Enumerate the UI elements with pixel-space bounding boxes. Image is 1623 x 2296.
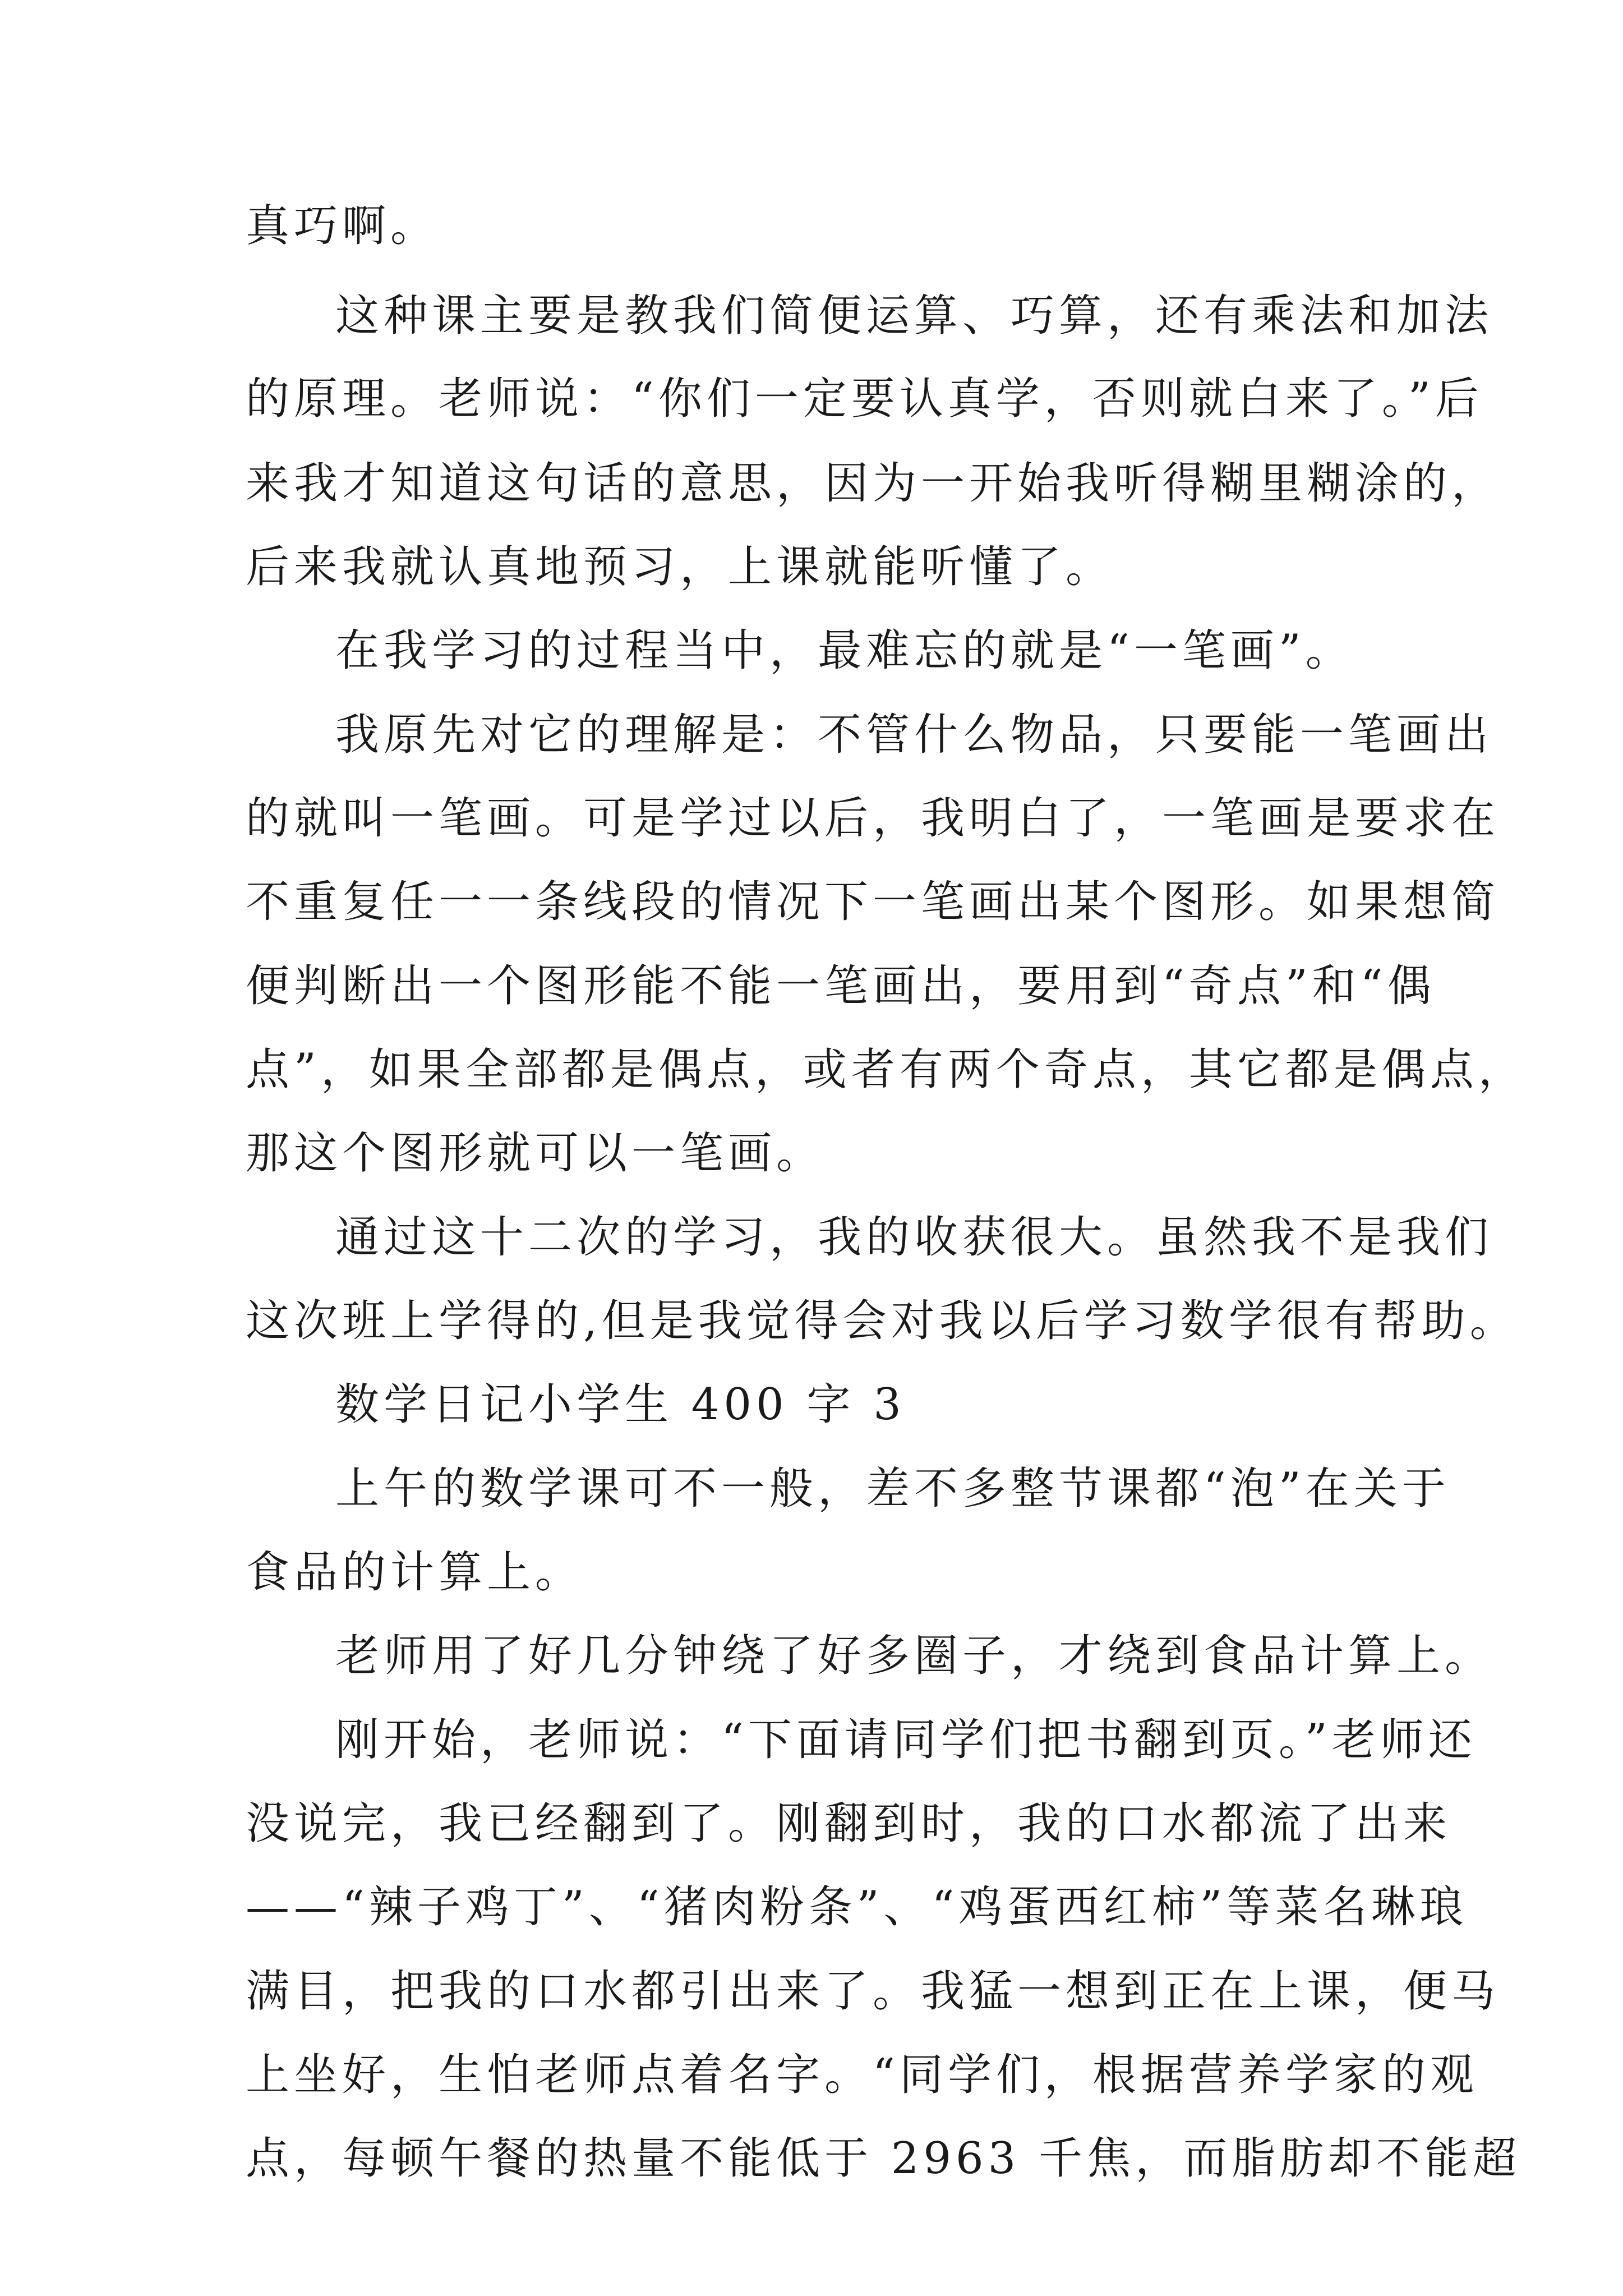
text-line: 后来我就认真地预习，上课就能听懂了。: [246, 542, 1114, 592]
text-line: 在我学习的过程当中，最难忘的就是“一笔画”。: [335, 625, 1354, 676]
text-line: 来我才知道这句话的意思，因为一开始我听得糊里糊涂的，: [246, 458, 1500, 509]
text-line: 没说完，我已经翻到了。刚翻到时，我的口水都流了出来: [246, 1798, 1452, 1849]
section-heading: 数学日记小学生 400 字 3: [335, 1379, 906, 1430]
text-line: 食品的计算上。: [246, 1547, 584, 1598]
text-line: 上坐好，生怕老师点着名字。“同学们，根据营养学家的观: [246, 2050, 1478, 2100]
text-line: 不重复任一一条线段的情况下一笔画出某个图形。如果想简: [246, 877, 1500, 927]
text-line: 的原理。老师说：“你们一定要认真学，否则就白来了。”后: [246, 374, 1483, 424]
text-line: 我原先对它的理解是：不管什么物品，只要能一笔画出: [335, 710, 1493, 760]
text-line: 满目，把我的口水都引出来了。我猛一想到正在上课，便马: [246, 1966, 1500, 2017]
text-line: 刚开始，老师说：“下面请同学们把书翻到页。”老师还: [335, 1715, 1477, 1765]
text-line: ——“辣子鸡丁”、“猪肉粉条”、“鸡蛋西红柿”等菜名琳琅: [246, 1882, 1468, 1932]
text-line: 老师用了好几分钟绕了好多圈子，才绕到食品计算上。: [335, 1631, 1493, 1681]
text-line: 这种课主要是教我们简便运算、巧算，还有乘法和加法: [335, 291, 1493, 341]
text-line: 真巧啊。: [246, 201, 439, 251]
text-line: 通过这十二次的学习，我的收获很大。虽然我不是我们: [335, 1212, 1493, 1263]
text-line: 上午的数学课可不一般，差不多整节课都“泡”在关于: [335, 1464, 1450, 1514]
text-line: 点”，如果全部都是偶点，或者有两个奇点，其它都是偶点，: [246, 1045, 1527, 1095]
text-line: 这次班上学得的,但是我觉得会对我以后学习数学很有帮助。: [246, 1296, 1518, 1346]
text-line: 那这个图形就可以一笔画。: [246, 1128, 825, 1179]
text-line: 点，每顿午餐的热量不能低于 2963 千焦，而脂肪却不能超: [246, 2133, 1521, 2184]
text-line: 的就叫一笔画。可是学过以后，我明白了，一笔画是要求在: [246, 793, 1500, 844]
text-line: 便判断出一个图形能不能一笔画出，要用到“奇点”和“偶: [246, 961, 1436, 1011]
